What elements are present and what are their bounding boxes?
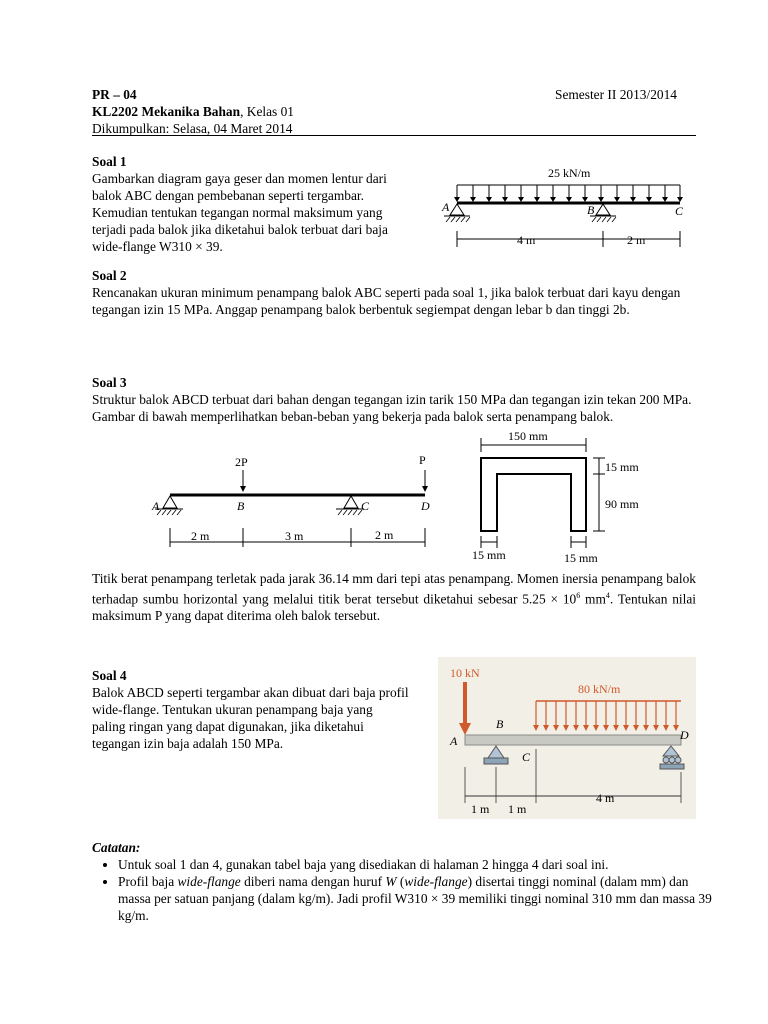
soal1-line: wide-flange W310 × 39. [92,239,223,254]
soal4-dist-load-label: 80 kN/m [578,682,621,696]
section-web-height: 90 mm [605,497,639,511]
soal4-figure [438,657,696,819]
soal1-line: balok ABC dengan pembebanan seperti tergambar. [92,188,364,203]
note2-i2: W [385,874,397,889]
support-a-icon [450,204,464,215]
soal3-sup-4: 4 [605,591,610,600]
soal2-text: Rencanakan ukuran minimum penampang balok ABC seperti pada soal 1, jika balok terbuat dari kayu dengan tegangan izin 15 MPa. Anggap penampang balok berbentuk segiempat dengan lebar b dan tinggi 2b. [92,285,681,317]
soal3-load-2p: 2P [235,455,248,469]
soal3-text: Struktur balok ABCD terbuat dari bahan dengan tegangan izin tarik 150 MPa dan tegangan izin tekan 200 MPa. Gambar di bawah memperlihatkan beban-beban yang bekerja pada balok serta penampang balok. [92,392,692,424]
soal3-label-b: B [237,499,245,513]
soal1-line: terjadi pada balok jika diketahui balok terbuat dari baja [92,222,388,237]
soal4-line: paling ringan yang dapat digunakan, jika diketahui [92,719,364,734]
note2-c: ( [396,874,405,889]
soal3-label-d: D [421,499,430,513]
note2-d: ) disertai tinggi nominal (dalam mm) dan massa per satuan panjang (dalam kg/m). Jadi profil W310 × 39 memiliki tinggi nominal 310 mm dan massa 39 kg/m. [118,874,712,923]
soal4-text [92,684,432,752]
due-date: Dikumpulkan: Selasa, 04 Maret 2014 [92,121,293,136]
soal4-label-d: D [680,728,689,742]
soal3-dim-3: 2 m [375,528,394,542]
soal3-beam-figure [145,450,445,550]
note2-b: diberi nama dengan huruf [240,874,386,889]
soal4-label-b: B [496,717,504,731]
catatan-list [92,856,722,924]
soal4-beam [465,735,681,745]
soal1-load-label: 25 kN/m [548,166,591,180]
soal1-label-a: A [442,200,450,214]
soal4-point-load-label: 10 kN [450,666,480,680]
soal3-label-c: C [361,499,370,513]
soal3-support-a-icon [163,496,177,508]
note2-a: Profil baja [118,874,178,889]
soal1-line: Gambarkan diagram gaya geser dan momen lentur dari [92,171,387,186]
section-width-label: 150 mm [508,429,548,443]
soal3-text2-c: . Tentukan nilai maksimum P yang dapat diterima oleh balok tersebut. [92,591,697,624]
soal1-dim-2m: 2 m [627,233,646,247]
soal4-line: wide-flange. Tentukan ukuran penampang baja yang [92,702,373,717]
note2-i1: wide-flange [177,874,241,889]
soal4-label-c: C [522,750,531,764]
header-rule [92,135,696,136]
soal1-label-c: C [675,204,684,218]
soal3-text2 [92,570,696,624]
soal3-label-a: A [152,499,160,513]
soal3-section-figure [460,424,660,569]
soal3-text2-b: mm [585,591,606,607]
soal3-dim-2: 3 m [285,529,304,543]
soal4-dim-3: 4 m [596,791,615,805]
soal3-text2-a: Titik berat penampang terletak pada jarak 36.14 mm dari tepi atas penampang. Momen inersia penampang balok terhadap sumbu horizontal yang melalui titik berat tersebut diketahui sebesar 5.25 × 10 [92,571,696,607]
soal3-title: Soal 3 [92,375,127,390]
soal3-support-c-icon [344,496,358,508]
catatan-title-text: Catatan [92,840,136,855]
soal3-load-p: P [419,453,426,467]
soal4-line: tegangan izin baja adalah 150 MPa. [92,736,284,751]
support-b-icon [596,204,610,215]
soal4-title: Soal 4 [92,668,127,683]
channel-section-shape [481,458,586,531]
soal1-line: Kemudian tentukan tegangan normal maksimum yang [92,205,383,220]
soal3-sup-6: 6 [576,591,581,600]
assignment-code: PR – 04 [92,87,137,102]
soal4-dim-1: 1 m [471,802,490,816]
course-class: , Kelas 01 [240,104,295,119]
soal1-title: Soal 1 [92,154,127,169]
note2-i3: wide-flange [404,874,468,889]
soal1-dim-4m: 4 m [517,233,536,247]
soal4-label-a: A [450,734,458,748]
course-line [92,103,294,120]
section-leg-thickness-left: 15 mm [472,548,506,562]
section-flange-thickness: 15 mm [605,460,639,474]
course-name: KL2202 Mekanika Bahan [92,104,241,119]
soal3-dim-1: 2 m [191,529,210,543]
soal1-figure [432,163,702,253]
section-leg-thickness-right: 15 mm [564,551,598,565]
semester-label: Semester II 2013/2014 [555,87,677,102]
catatan-title: Catatan: [92,840,141,855]
catatan-note-1: • Untuk soal 1 dan 4, gunakan tabel baja yang disediakan di halaman 2 hingga 4 dari soal ini. [118,856,722,873]
soal1-label-b: B [587,203,595,217]
soal1-text [92,170,427,255]
catatan-note-2 [118,873,722,924]
soal4-dim-2: 1 m [508,802,527,816]
soal4-line: Balok ABCD seperti tergambar akan dibuat dari baja profil [92,685,409,700]
soal2-title: Soal 2 [92,268,127,283]
